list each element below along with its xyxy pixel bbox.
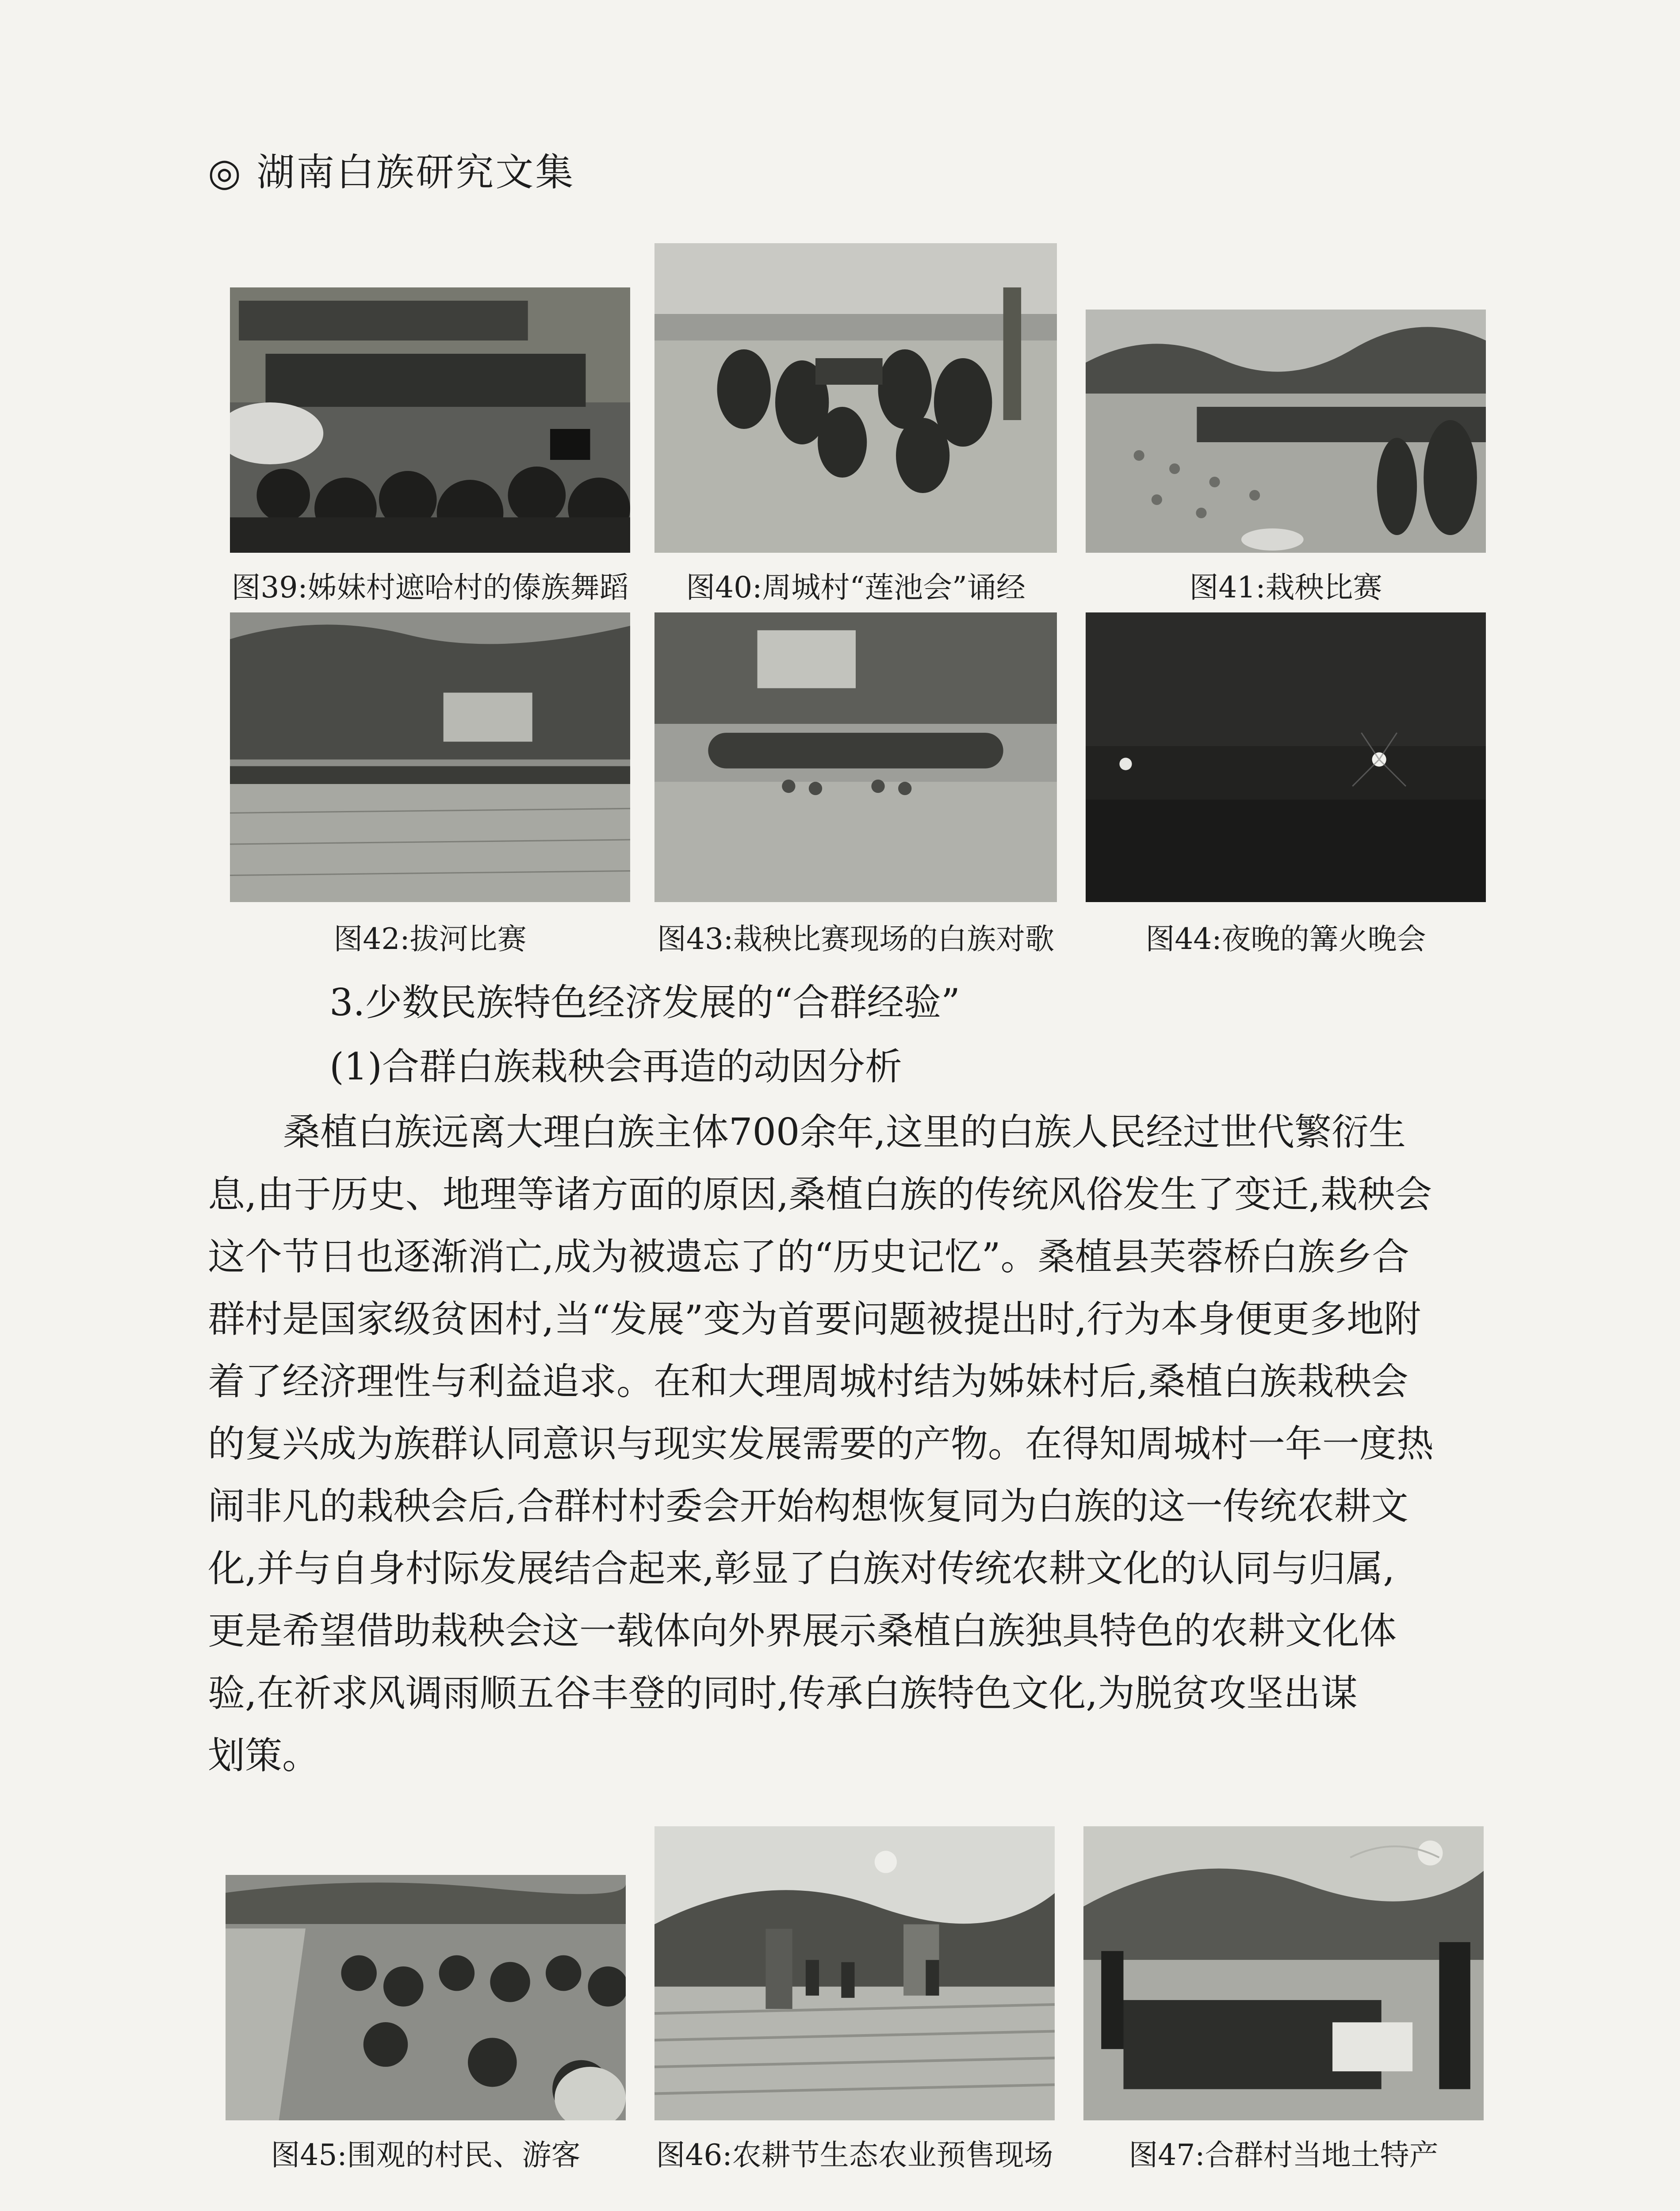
photo-fig46 (654, 1826, 1055, 2120)
body-line: 更是希望借助栽秧会这一载体向外界展示桑植白族独具特色的农耕文化体 (208, 1609, 1397, 1653)
photo-fig42 (230, 612, 630, 902)
caption-fig43: 图43:栽秧比赛现场的白族对歌 (657, 922, 1055, 956)
photo-fig45 (226, 1875, 626, 2120)
caption-fig45: 图45:围观的村民、游客 (271, 2138, 581, 2172)
body-line: 闹非凡的栽秧会后,合群村村委会开始构想恢复同为白族的这一传统农耕文 (208, 1484, 1408, 1528)
photo-fig39 (230, 287, 630, 553)
caption-fig40: 图40:周城村“莲池会”诵经 (686, 570, 1026, 604)
section-subheading: (1)合群白族栽秧会再造的动因分析 (329, 1045, 902, 1088)
caption-fig39: 图39:姊妹村遮哈村的傣族舞蹈 (231, 570, 629, 604)
body-line: 的复兴成为族群认同意识与现实发展需要的产物。在得知周城村一年一度热 (208, 1422, 1434, 1465)
body-line: 这个节日也逐渐消亡,成为被遗忘了的“历史记忆”。桑植县芙蓉桥白族乡合 (208, 1235, 1409, 1278)
body-line: 息,由于历史、地理等诸方面的原因,桑植白族的传统风俗发生了变迁,栽秧会 (208, 1173, 1432, 1216)
caption-fig41: 图41:栽秧比赛 (1189, 570, 1382, 604)
caption-fig46: 图46:农耕节生态农业预售现场 (656, 2138, 1053, 2172)
body-line: 划策。 (208, 1734, 320, 1777)
photo-fig47 (1083, 1826, 1484, 2120)
running-header: ◎ 湖南白族研究文集 (208, 150, 575, 195)
body-line: 验,在祈求风调雨顺五谷丰登的同时,传承白族特色文化,为脱贫攻坚出谋 (208, 1672, 1358, 1715)
body-line: 桑植白族远离大理白族主体700余年,这里的白族人民经过世代繁衍生 (283, 1110, 1406, 1154)
caption-fig44: 图44:夜晚的篝火晚会 (1145, 922, 1426, 956)
body-line: 化,并与自身村际发展结合起来,彰显了白族对传统农耕文化的认同与归属, (208, 1547, 1395, 1590)
body-line: 群村是国家级贫困村,当“发展”变为首要问题被提出时,行为本身便更多地附 (208, 1297, 1421, 1341)
body-line: 着了经济理性与利益追求。在和大理周城村结为姊妹村后,桑植白族栽秧会 (208, 1360, 1408, 1403)
body-paragraph (208, 1101, 1499, 1787)
photo-fig40 (654, 243, 1057, 553)
photo-fig41 (1086, 310, 1486, 553)
section-heading: 3.少数民族特色经济发展的“合群经验” (329, 981, 961, 1024)
photo-fig43 (654, 612, 1057, 902)
caption-fig42: 图42:拔河比赛 (333, 922, 527, 956)
caption-fig47: 图47:合群村当地土特产 (1129, 2138, 1439, 2172)
photo-fig44 (1086, 612, 1486, 902)
